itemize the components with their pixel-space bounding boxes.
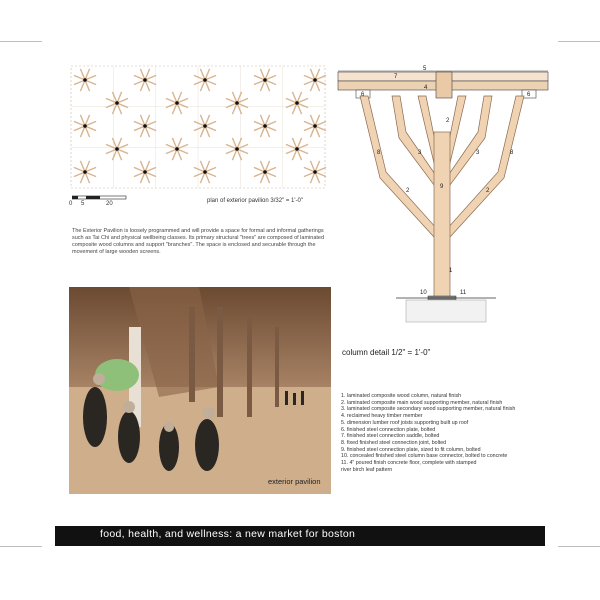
crop-mark — [0, 41, 42, 42]
crop-mark — [558, 546, 600, 547]
column-symbol — [166, 92, 188, 114]
callout-7: 7 — [394, 74, 398, 80]
callout-9: 9 — [440, 184, 444, 190]
legend-item: 11. 4" poured finish concrete floor, complete with stamped — [341, 460, 477, 467]
callout-10: 10 — [420, 290, 427, 296]
column-symbol — [166, 138, 188, 160]
column-symbol — [254, 161, 276, 183]
callout-8-left: 8 — [377, 150, 381, 156]
legend-item: 3. laminated composite secondary wood supporting member, natural finish — [341, 406, 516, 413]
legend-item: 6. finished steel connection plate, bolted — [341, 426, 436, 433]
column-symbol — [106, 138, 128, 160]
legend-item: 4. reclaimed heavy timber member — [341, 413, 423, 420]
callout-3-left: 3 — [418, 150, 422, 156]
scale-label-20: 20 — [106, 201, 113, 207]
materials-legend — [341, 393, 551, 473]
callout-4: 4 — [424, 85, 428, 91]
scale-label-5: 5 — [81, 201, 85, 207]
legend-item: 1. laminated composite wood column, natural finish — [341, 393, 462, 399]
column-symbol — [254, 115, 276, 137]
legend-item: river birch leaf pattern — [341, 466, 393, 473]
pavilion-description: The Exterior Pavilion is loosely programmed and will provide a space for formal and informal gatherings such as Tai Chi and physical wellbeing classes. Its primary structural "trees" are composed of laminated composite wood columns and support "branches". The space is enclosed and securable through the movement of large wooden screens. — [72, 228, 325, 255]
column-symbol — [194, 161, 216, 183]
callout-3-right: 3 — [476, 150, 480, 156]
column-symbol — [134, 69, 156, 91]
column-symbol — [254, 69, 276, 91]
column-symbol — [226, 92, 248, 114]
column-symbol — [134, 115, 156, 137]
callout-1: 1 — [449, 268, 453, 274]
scale-bar-labels — [69, 201, 113, 207]
callout-2-left: 2 — [406, 188, 410, 194]
legend-item: 2. laminated composite main wood supporting member, natural finish — [341, 399, 503, 406]
column-detail-drawing — [336, 62, 550, 324]
perspective-caption: exterior pavilion — [268, 477, 321, 486]
callout-2-top: 2 — [446, 118, 450, 124]
legend-item: 9. finished steel connection plate, sized to fit column, bolted — [341, 446, 481, 453]
column-symbol — [74, 161, 96, 183]
column-symbol — [286, 92, 308, 114]
column-symbol — [304, 115, 326, 137]
crop-mark — [0, 546, 42, 547]
column-symbol — [194, 69, 216, 91]
column-detail-caption: column detail 1/2" = 1'-0" — [342, 348, 431, 357]
foundation — [396, 298, 496, 322]
column-symbol — [226, 138, 248, 160]
project-title: food, health, and wellness: a new market for boston — [100, 528, 356, 540]
callout-6-left: 6 — [361, 92, 365, 98]
crop-mark — [558, 41, 600, 42]
legend-item: 10. concealed finished steel column base connector, bolted to concrete — [341, 453, 508, 460]
plan-caption: plan of exterior pavilion 3/32" = 1'-0" — [207, 198, 303, 204]
column-symbol — [74, 115, 96, 137]
legend-item: 8. fixed finished steel connection joint, bolted — [341, 439, 447, 446]
callout-5: 5 — [423, 66, 427, 72]
legend-item: 7. finished steel connection saddle, bolted — [341, 433, 440, 440]
column-symbol — [304, 69, 326, 91]
legend-item: 5. dimension lumber roof joists supporting built up roof — [341, 419, 469, 426]
column-symbol — [286, 138, 308, 160]
callout-11: 11 — [460, 290, 467, 296]
scale-label-0: 0 — [69, 201, 73, 207]
main-column — [434, 132, 450, 298]
column-symbol — [74, 69, 96, 91]
exterior-pavilion-rendering — [69, 287, 331, 494]
column-symbol — [304, 161, 326, 183]
column-symbol — [194, 115, 216, 137]
roof-assembly — [338, 71, 548, 98]
pavilion-plan-drawing — [67, 62, 329, 192]
callout-6-right: 6 — [527, 92, 531, 98]
column-symbol — [106, 92, 128, 114]
callout-8-right: 8 — [510, 150, 514, 156]
callout-2-right: 2 — [486, 188, 490, 194]
column-symbol — [134, 161, 156, 183]
